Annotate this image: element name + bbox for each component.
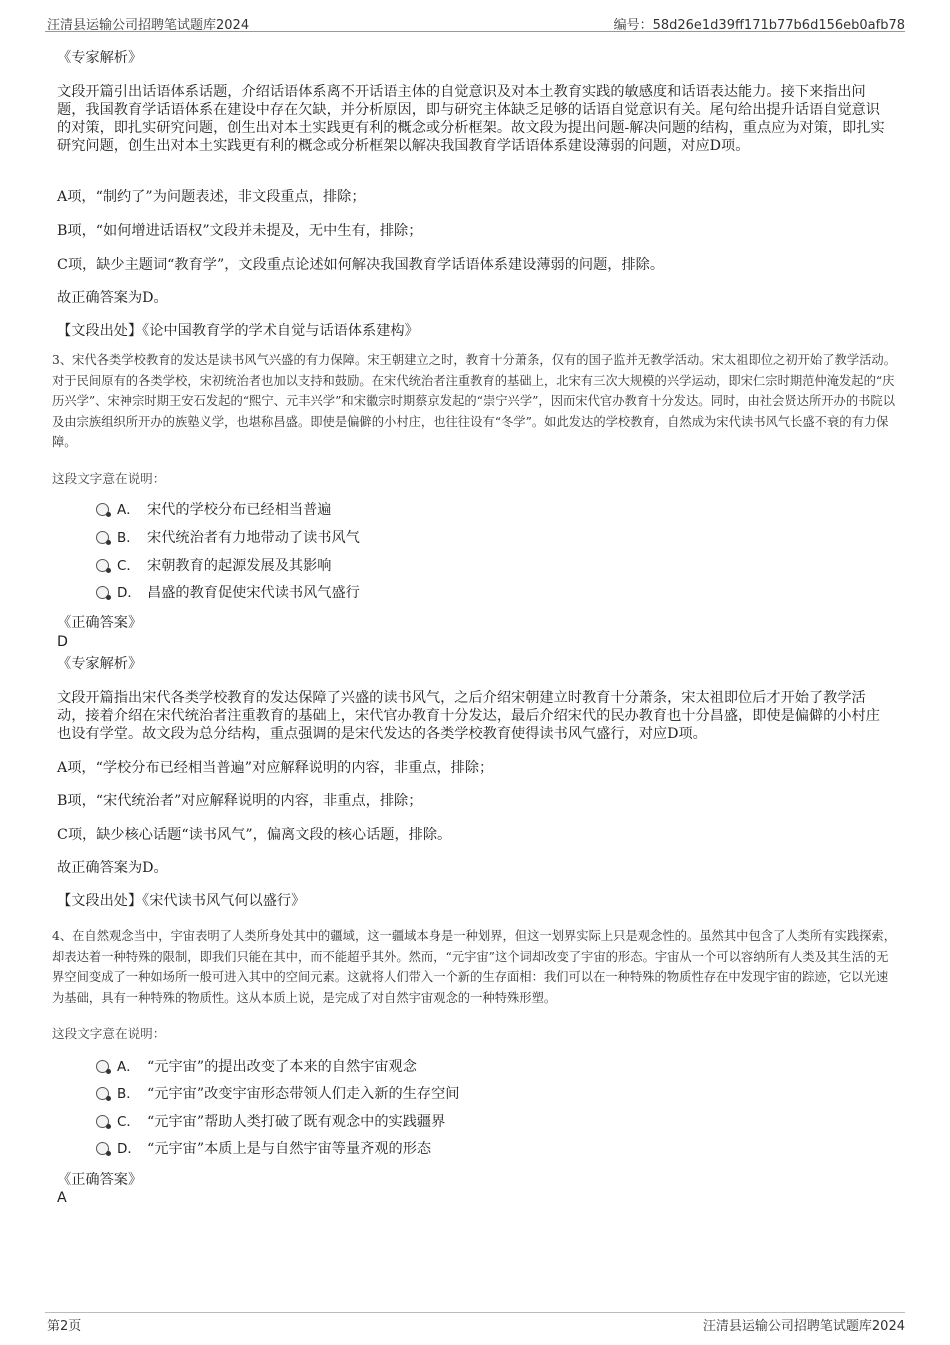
option-letter: B．	[117, 1086, 140, 1102]
q3-conclusion: 故正确答案为D。	[57, 860, 168, 876]
footer-title: 汪清县运输公司招聘笔试题库2024	[702, 1319, 905, 1334]
option-text: “元宇宙”本质上是与自然宇宙等量齐观的形态	[147, 1141, 432, 1157]
q3-option-d[interactable]	[96, 583, 360, 603]
option-letter: C．	[117, 558, 140, 574]
q2-analysis: 文段开篇引出话语体系话题，介绍话语体系离不开话语主体的自觉意识及对本土教育实践的敏感度和话语表达能力。接下来指出问题，我国教育学话语体系在建设中存在欠缺，并分析原因，即与研究主体缺乏足够的话语自觉意识有关。尾句给出提升话语自觉意识的对策，即扎实研究问题，创生出对本土实践更有利的概念或分析框架。故文段为提出问题-解决问题的结构，重点应为对策，即扎实研究问题，创生出对本土实践更有利的概念或分析框架以解决我国教育学话语体系建设薄弱的问题，对应D项。	[57, 84, 885, 154]
radio-button-icon[interactable]	[96, 559, 109, 572]
option-letter: D．	[117, 585, 141, 601]
q2-note-c: C项，缺少主题词“教育学”，文段重点论述如何解决我国教育学话语体系建设薄弱的问题，排除。	[57, 257, 665, 273]
footer-divider	[45, 1312, 905, 1313]
header-title: 汪清县运输公司招聘笔试题库2024	[47, 18, 250, 33]
option-letter: B．	[117, 530, 140, 546]
q3-answer: D	[57, 634, 68, 650]
radio-button-icon[interactable]	[96, 531, 109, 544]
q4-option-c[interactable]	[96, 1112, 445, 1132]
radio-button-icon[interactable]	[96, 586, 109, 599]
q3-option-c[interactable]	[96, 556, 331, 576]
q4-stem: 4、在自然观念当中，宇宙表明了人类所身处其中的疆域，这一疆域本身是一种划界，但这一划界实际上只是观念性的。虽然其中包含了人类所有实践探索，却表达着一种特殊的限制，即我们只能在其中，而不能超乎其外。然而，“元宇宙”这个词却改变了宇宙的形态。宇宙从一个可以容纳所有人类及其生活的无界空间变成了一种如场所一般可进入其中的空间元素。这就将人们带入一个新的生存面相：我们可以在一种特殊的物质性存在中发现宇宙的踪迹，它以光速为基础，具有一种特殊的物质性。这从本质上说，是完成了对自然宇宙观念的一种特殊形塑。	[52, 929, 897, 1005]
q3-answer-heading: 《正确答案》	[57, 615, 143, 631]
option-text: 昌盛的教育促使宋代读书风气盛行	[147, 585, 360, 601]
q3-option-b[interactable]	[96, 528, 360, 548]
page-number: 第2页	[47, 1319, 82, 1334]
q3-note-c: C项，缺少核心话题“读书风气”，偏离文段的核心话题，排除。	[57, 827, 452, 843]
radio-button-icon[interactable]	[96, 503, 109, 516]
option-letter: A．	[117, 502, 140, 518]
radio-button-icon[interactable]	[96, 1142, 109, 1155]
radio-button-icon[interactable]	[96, 1087, 109, 1100]
page-header	[0, 0, 950, 33]
radio-button-icon[interactable]	[96, 1060, 109, 1073]
q3-analysis: 文段开篇指出宋代各类学校教育的发达保障了兴盛的读书风气，之后介绍宋朝建立时教育十分萧条，宋太祖即位后才开始了教学活动，接着介绍在宋代统治者注重教育的基础上，宋代官办教育十分发达，最后介绍宋代的民办教育也十分昌盛，即使是偏僻的小村庄也设有学堂。故文段为总分结构，重点强调的是宋代发达的各类学校教育使得读书风气盛行，对应D项。	[57, 690, 880, 742]
q4-option-b[interactable]	[96, 1084, 459, 1104]
q2-note-a: A项，“制约了”为问题表述，非文段重点，排除；	[57, 189, 366, 205]
option-text: “元宇宙”的提出改变了本来的自然宇宙观念	[147, 1059, 417, 1075]
q4-prompt: 这段文字意在说明：	[52, 1026, 166, 1041]
q2-analysis-heading: 《专家解析》	[57, 50, 143, 66]
option-letter: A．	[117, 1059, 140, 1075]
q4-answer: A	[57, 1190, 67, 1206]
radio-button-icon[interactable]	[96, 1115, 109, 1128]
option-letter: C．	[117, 1114, 140, 1130]
q3-analysis-heading: 《专家解析》	[57, 656, 143, 672]
option-text: 宋朝教育的起源发展及其影响	[147, 558, 332, 574]
q4-option-d[interactable]	[96, 1139, 431, 1159]
header-divider	[45, 31, 905, 32]
q2-source: 【文段出处】《论中国教育学的学术自觉与话语体系建构》	[57, 323, 419, 339]
option-text: “元宇宙”改变宇宙形态带领人们走入新的生存空间	[147, 1086, 460, 1102]
option-letter: D．	[117, 1141, 141, 1157]
q3-stem: 3、宋代各类学校教育的发达是读书风气兴盛的有力保障。宋王朝建立之时，教育十分萧条，仅有的国子监并无教学活动。宋太祖即位之初开始了教学活动。对于民间原有的各类学校，宋初统治者也加以支持和鼓励。在宋代统治者注重教育的基础上，北宋有三次大规模的兴学运动，即宋仁宗时期范仲淹发起的“庆历兴学”、宋神宗时期王安石发起的“熙宁、元丰兴学”和宋徽宗时期蔡京发起的“崇宁兴学”，因而宋代官办教育十分发达。同时，由社会贤达所开办的书院以及由宗族组织所开办的族塾义学，也堪称昌盛。即使是偏僻的小村庄，也往往设有“冬学”。如此发达的学校教育，自然成为宋代读书风气长盛不衰的有力保障。	[52, 353, 897, 449]
q3-note-b: B项，“宋代统治者”对应解释说明的内容，非重点，排除；	[57, 793, 423, 809]
q4-option-a[interactable]	[96, 1057, 417, 1077]
header-serial: 编号：58d26e1d39ff171b77b6d156eb0afb78	[613, 18, 905, 33]
option-text: 宋代的学校分布已经相当普遍	[147, 502, 332, 518]
q3-prompt: 这段文字意在说明：	[52, 471, 166, 486]
q2-conclusion: 故正确答案为D。	[57, 290, 168, 306]
option-text: 宋代统治者有力地带动了读书风气	[147, 530, 360, 546]
q4-answer-heading: 《正确答案》	[57, 1172, 143, 1188]
q3-option-a[interactable]	[96, 500, 331, 520]
option-text: “元宇宙”帮助人类打破了既有观念中的实践疆界	[147, 1114, 446, 1130]
q2-note-b: B项，“如何增进话语权”文段并未提及，无中生有，排除；	[57, 223, 423, 239]
q3-note-a: A项，“学校分布已经相当普遍”对应解释说明的内容，非重点，排除；	[57, 760, 494, 776]
q3-source: 【文段出处】《宋代读书风气何以盛行》	[57, 893, 306, 909]
